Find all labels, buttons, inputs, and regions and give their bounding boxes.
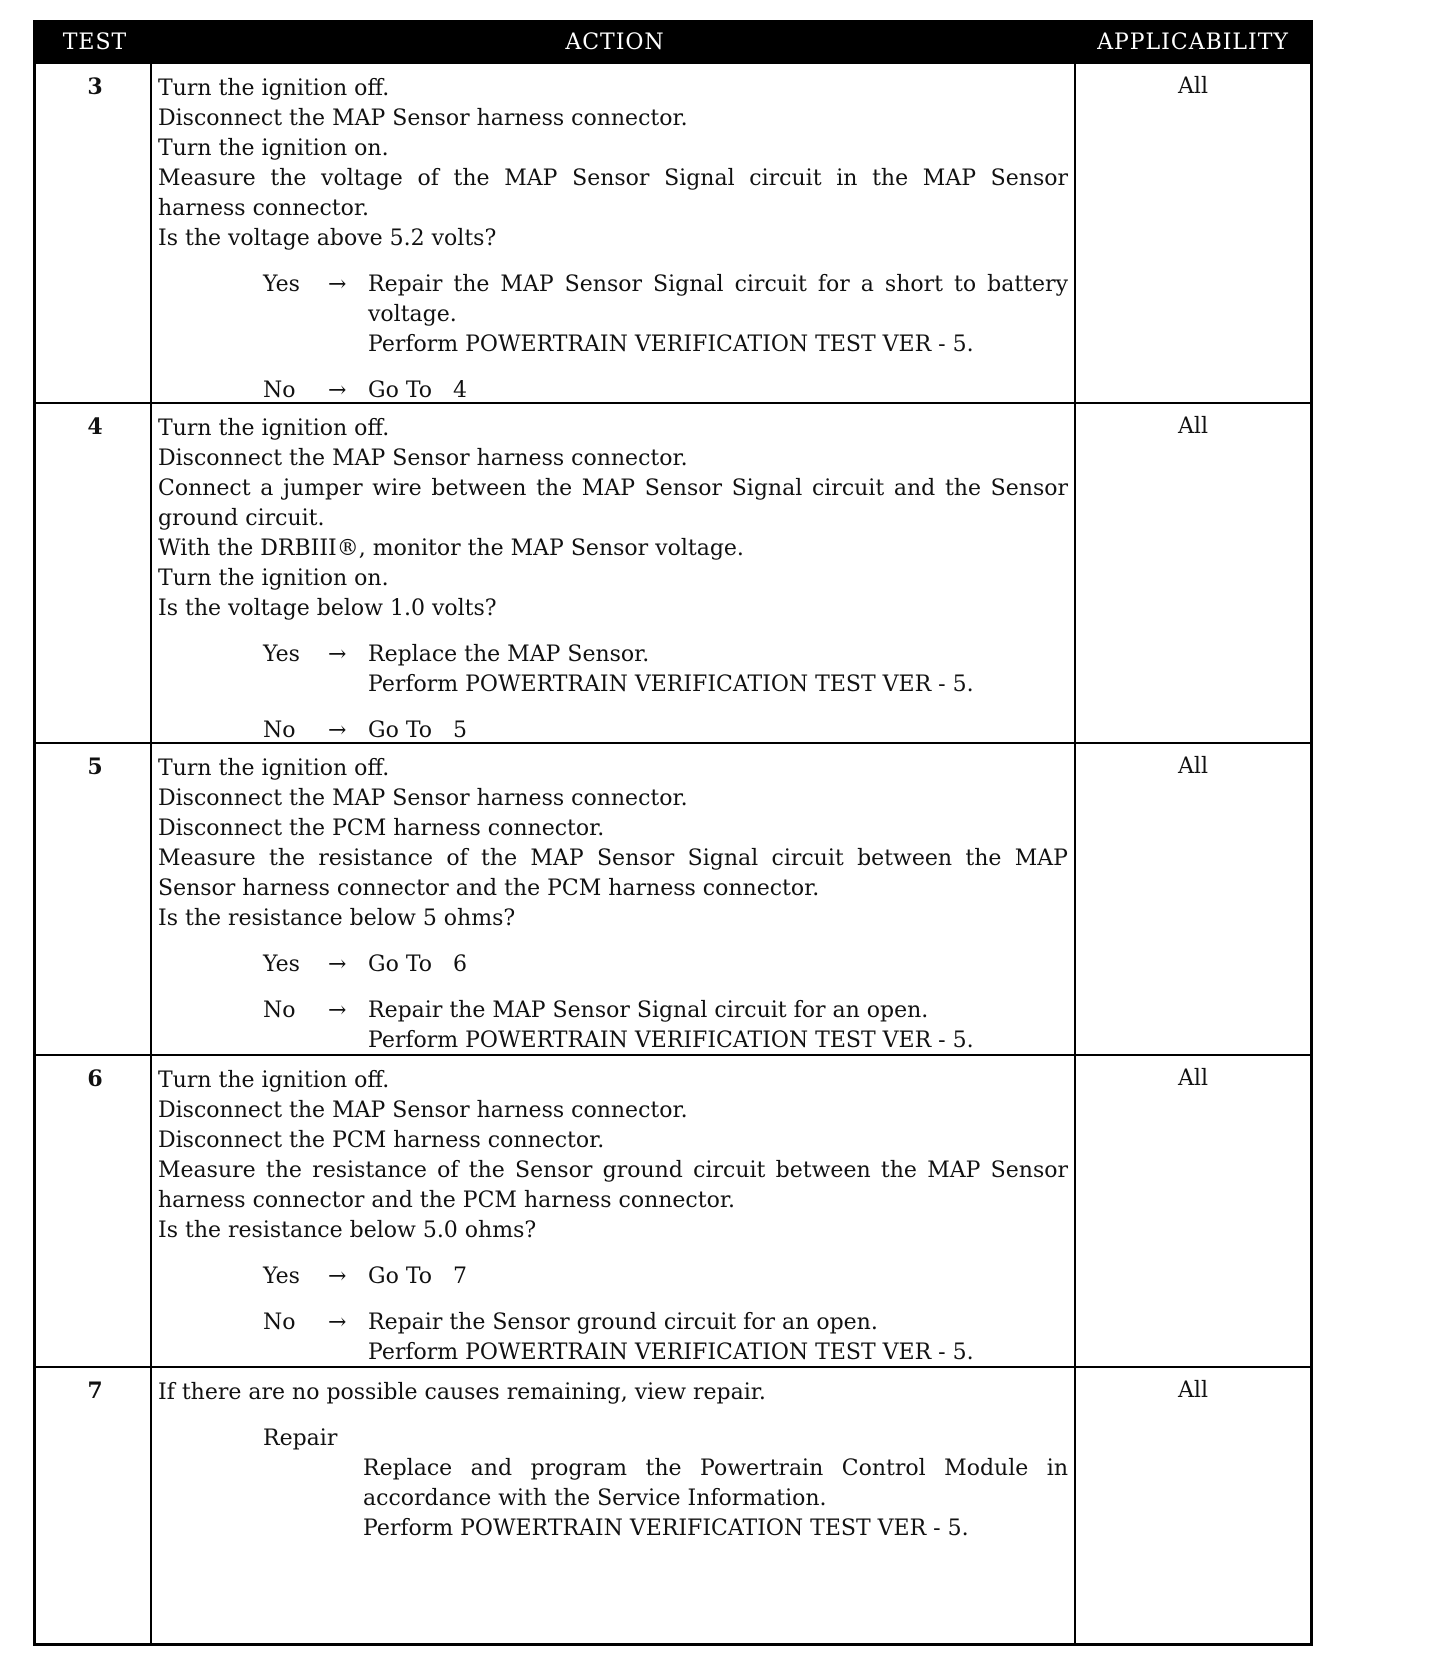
yes-result: Go To 7 (368, 1264, 467, 1289)
yes-label: Yes (263, 272, 300, 297)
action-step: Is the resistance below 5.0 ohms? (158, 1218, 537, 1243)
yes-label: Yes (263, 1264, 300, 1289)
yes-option (158, 1262, 1068, 1292)
header-action: ACTION (565, 30, 665, 55)
yes-label: Yes (263, 952, 300, 977)
applicability-value: All (1178, 1066, 1208, 1091)
yes-result: Go To 6 (368, 952, 467, 977)
repair-label: Repair (263, 1426, 338, 1451)
header-test: TEST (62, 30, 128, 55)
applicability-value: All (1178, 1378, 1208, 1403)
yes-option (158, 640, 1068, 700)
no-label: No (263, 998, 296, 1023)
header-applicability: APPLICABILITY (1097, 30, 1289, 55)
no-result: Repair the MAP Sensor Signal circuit for an open. (368, 998, 929, 1023)
yes-label: Yes (263, 642, 300, 667)
action-step: Turn the ignition off. (158, 756, 390, 781)
verification-step: Perform POWERTRAIN VERIFICATION TEST VER - 5. (363, 1516, 969, 1541)
arrow-icon: → (328, 378, 347, 403)
test-number: 3 (87, 74, 103, 100)
action-step: Is the voltage above 5.2 volts? (158, 226, 497, 251)
action-step: Turn the ignition off. (158, 1068, 390, 1093)
action-step: Turn the ignition off. (158, 416, 390, 441)
repair-text: Replace and program the Powertrain Control Module in accordance with the Service Information. (363, 1456, 1068, 1511)
table-row (36, 1366, 1310, 1643)
arrow-icon: → (328, 952, 347, 977)
table-row (36, 1054, 1310, 1366)
verification-step: Perform POWERTRAIN VERIFICATION TEST VER - 5. (368, 1340, 974, 1365)
action-step: If there are no possible causes remaining, view repair. (158, 1380, 766, 1405)
action-steps (158, 754, 1068, 934)
arrow-icon: → (328, 718, 347, 743)
no-result: Go To 4 (368, 378, 467, 403)
diagnostic-test-table (33, 20, 1313, 1646)
applicability-value: All (1178, 754, 1208, 779)
action-step: Turn the ignition on. (158, 136, 389, 161)
action-cell (158, 414, 1068, 746)
action-step: Connect a jumper wire between the MAP Sensor Signal circuit and the Sensor ground circuit. (158, 476, 1068, 531)
action-step: Measure the resistance of the MAP Sensor Signal circuit between the MAP Sensor harness connector and the PCM harness connector. (158, 846, 1068, 901)
yes-result: Replace the MAP Sensor. (368, 642, 650, 667)
action-step: Turn the ignition off. (158, 76, 390, 101)
action-step: Disconnect the MAP Sensor harness connector. (158, 1098, 688, 1123)
action-step: Disconnect the PCM harness connector. (158, 1128, 605, 1153)
yes-option (158, 270, 1068, 360)
arrow-icon: → (328, 1264, 347, 1289)
arrow-icon: → (328, 998, 347, 1023)
table-row (36, 402, 1310, 742)
action-step: Turn the ignition on. (158, 566, 389, 591)
action-step: Measure the resistance of the Sensor ground circuit between the MAP Sensor harness connector and the PCM harness connector. (158, 1158, 1068, 1213)
action-steps (158, 1066, 1068, 1246)
no-label: No (263, 378, 296, 403)
action-steps (158, 1378, 1068, 1408)
no-option (158, 996, 1068, 1056)
action-cell (158, 1066, 1068, 1368)
action-step: Disconnect the MAP Sensor harness connector. (158, 446, 688, 471)
verification-step: Perform POWERTRAIN VERIFICATION TEST VER - 5. (368, 332, 974, 357)
action-step: Disconnect the MAP Sensor harness connector. (158, 786, 688, 811)
yes-option (158, 950, 1068, 980)
action-cell (158, 754, 1068, 1056)
action-step: Is the voltage below 1.0 volts? (158, 596, 497, 621)
no-result: Go To 5 (368, 718, 467, 743)
test-number: 6 (87, 1066, 103, 1092)
arrow-icon: → (328, 272, 347, 297)
arrow-icon: → (328, 642, 347, 667)
action-step: With the DRBIII®, monitor the MAP Sensor voltage. (158, 536, 744, 561)
no-result: Repair the Sensor ground circuit for an open. (368, 1310, 878, 1335)
no-label: No (263, 718, 296, 743)
no-option (158, 1308, 1068, 1368)
table-header (36, 23, 1310, 62)
test-number: 4 (87, 414, 103, 440)
action-cell (158, 74, 1068, 406)
action-steps (158, 74, 1068, 254)
action-step: Disconnect the MAP Sensor harness connector. (158, 106, 688, 131)
yes-result: Repair the MAP Sensor Signal circuit for a short to battery voltage. (368, 272, 1068, 327)
action-steps (158, 414, 1068, 624)
action-step: Measure the voltage of the MAP Sensor Signal circuit in the MAP Sensor harness connector. (158, 166, 1068, 221)
table-row (36, 742, 1310, 1054)
applicability-value: All (1178, 74, 1208, 99)
table-row (36, 62, 1310, 402)
action-step: Disconnect the PCM harness connector. (158, 816, 605, 841)
action-cell (158, 1378, 1068, 1544)
verification-step: Perform POWERTRAIN VERIFICATION TEST VER - 5. (368, 1028, 974, 1053)
no-label: No (263, 1310, 296, 1335)
arrow-icon: → (328, 1310, 347, 1335)
action-step: Is the resistance below 5 ohms? (158, 906, 516, 931)
verification-step: Perform POWERTRAIN VERIFICATION TEST VER - 5. (368, 672, 974, 697)
test-number: 7 (87, 1378, 103, 1404)
test-number: 5 (87, 754, 103, 780)
applicability-value: All (1178, 414, 1208, 439)
